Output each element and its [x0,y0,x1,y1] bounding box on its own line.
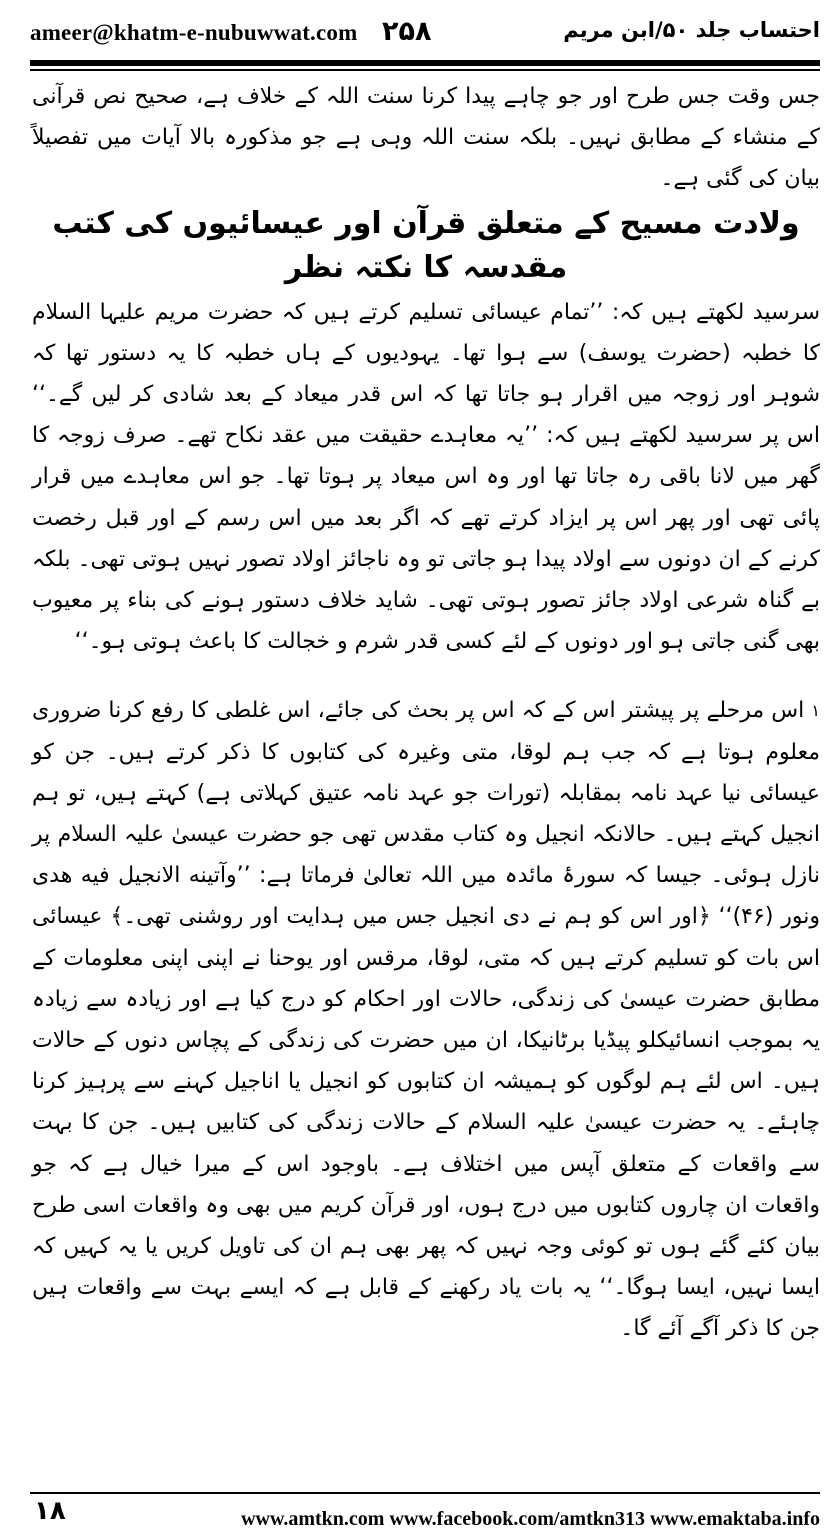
footnote-marker: ۱ [811,701,820,721]
footer-links: www.amtkn.com www.facebook.com/amtkn313 www.emaktaba.info [241,1508,820,1530]
paragraph-gap [32,662,820,690]
footer-rule [30,1492,820,1494]
footnote-paragraph: اس مرحلے پر پیشتر اس کے کہ اس پر بحث کی جائے، اس غلطی کا رفع کرنا ضروری معلوم ہوتا ہے کہ جب ہم لوقا، متی وغیرہ کی کتابوں کا ذکر کرتے ہیں۔ جن کو عیسائی نیا عہد نامہ بمقابلہ (تورات جو عہد نامہ عتیق کہلاتی ہے) کہتے ہیں، تو ہم انجیل کہتے ہیں۔ حالانکہ انجیل وہ کتاب مقدس تھی جو حضرت عیسیٰ علیہ السلام پر نازل ہوئی۔ جیسا کہ سورۂ مائدہ میں اللہ تعالیٰ فرماتا ہے: ’’وآتینه الانجیل فیه هدی ونور (۴۶)‘‘ ﴿اور اس کو ہم نے دی انجیل جس میں ہدایت اور روشنی تھی۔﴾ عیسائی اس بات کو تسلیم کرتے ہیں کہ متی، لوقا، مرقس اور یوحنا نے اپنی اپنی معلومات کے مطابق حضرت عیسیٰ کی زندگی، حالات اور احکام کو درج کیا ہے اور زیادہ سے زیادہ یہ بموجب انسائیکلو پیڈیا برٹانیکا، ان میں حضرت کی زندگی کے پچاس دنوں کے حالات ہیں۔ اس لئے ہم لوگوں کو ہمیشہ ان کتابوں کو انجیل یا اناجیل کہنے سے پرہیز کرنا چاہئے۔ یہ حضرت عیسیٰ علیہ السلام کے حالات زندگی کی کتابیں ہیں۔ جن کا بہت سے واقعات کے متعلق آپس میں اختلاف ہے۔ باوجود اس کے میرا خیال ہے کہ جو واقعات ان چاروں کتابوں میں درج ہوں، اور قرآن کریم میں بھی وہ واقعات اسی طرح بیان کئے گئے ہوں تو کوئی وجہ نہیں کہ پھر بھی ہم ان کی تاویل کریں یا یہ کہیں کہ ایسا نہیں، ایسا ہوگا۔‘‘ یہ بات یاد رکھنے کے قابل ہے کہ ایسے بہت سے واقعات ہیں جن کا ذکر آگے آئے گا۔ [32,698,821,1342]
page-body [32,76,820,1350]
intro-paragraph: جس وقت جس طرح اور جو چاہے پیدا کرنا سنت اللہ کے خلاف ہے، صحیح نص قرآنی کے منشاء کے مطابق نہیں۔ بلکہ سنت اللہ وہی ہے جو مذکورہ بالا آیات میں تفصیلاً بیان کی گئی ہے۔ [32,84,820,192]
header-rule-thin [30,69,820,71]
footer-page-number: ۱۸ [34,1496,66,1526]
quote-paragraph: سرسید لکھتے ہیں کہ: ’’تمام عیسائی تسلیم کرتے ہیں کہ حضرت مریم علیہا السلام کا خطبہ (حضرت یوسف) سے ہوا تھا۔ یہودیوں کے ہاں خطبہ کا یہ دستور تھا کہ شوہر اور زوجہ میں اقرار ہو جاتا تھا کہ اس قدر میعاد کے بعد شادی کر لیں گے۔‘‘ اس پر سرسید لکھتے ہیں کہ: ’’یہ معاہدے حقیقت میں عقد نکاح تھے۔ صرف زوجہ کا گھر میں لانا باقی رہ جاتا تھا اور وہ اس میعاد پر ہوتا تھا۔ جو اس معاہدے میں قرار پائی تھی اور پھر اس پر ایزاد کرتے تھے کہ اگر بعد میں اس رسم کے اور قبل رخصت کرنے کے ان دونوں سے اولاد پیدا ہو جاتی تو وہ ناجائز اولاد تصور نہیں ہوتی تھی۔ بلکہ بے گناہ شرعی اولاد جائز تصور ہوتی تھی۔ شاید خلاف دستور ہونے کی بناء پر معیوب بھی گنی جاتی ہو اور دونوں کے لئے کسی قدر شرم و خجالت کا باعث ہوتی ہو۔‘‘ [32,299,820,655]
footnote-block [32,690,820,1349]
page-footer [30,1498,820,1532]
header-page-number: ۲۵۸ [382,16,432,47]
page-header [30,14,820,54]
header-email: ameer@khatm-e-nubuwwat.com [30,20,358,45]
header-rule-thick [30,60,820,66]
section-heading: ولادت مسیح کے متعلق قرآن اور عیسائیوں کی کتب مقدسہ کا نکتہ نظر [52,205,800,285]
header-book-title: احتساب جلد ۵۰/ابن مریم [563,18,820,42]
